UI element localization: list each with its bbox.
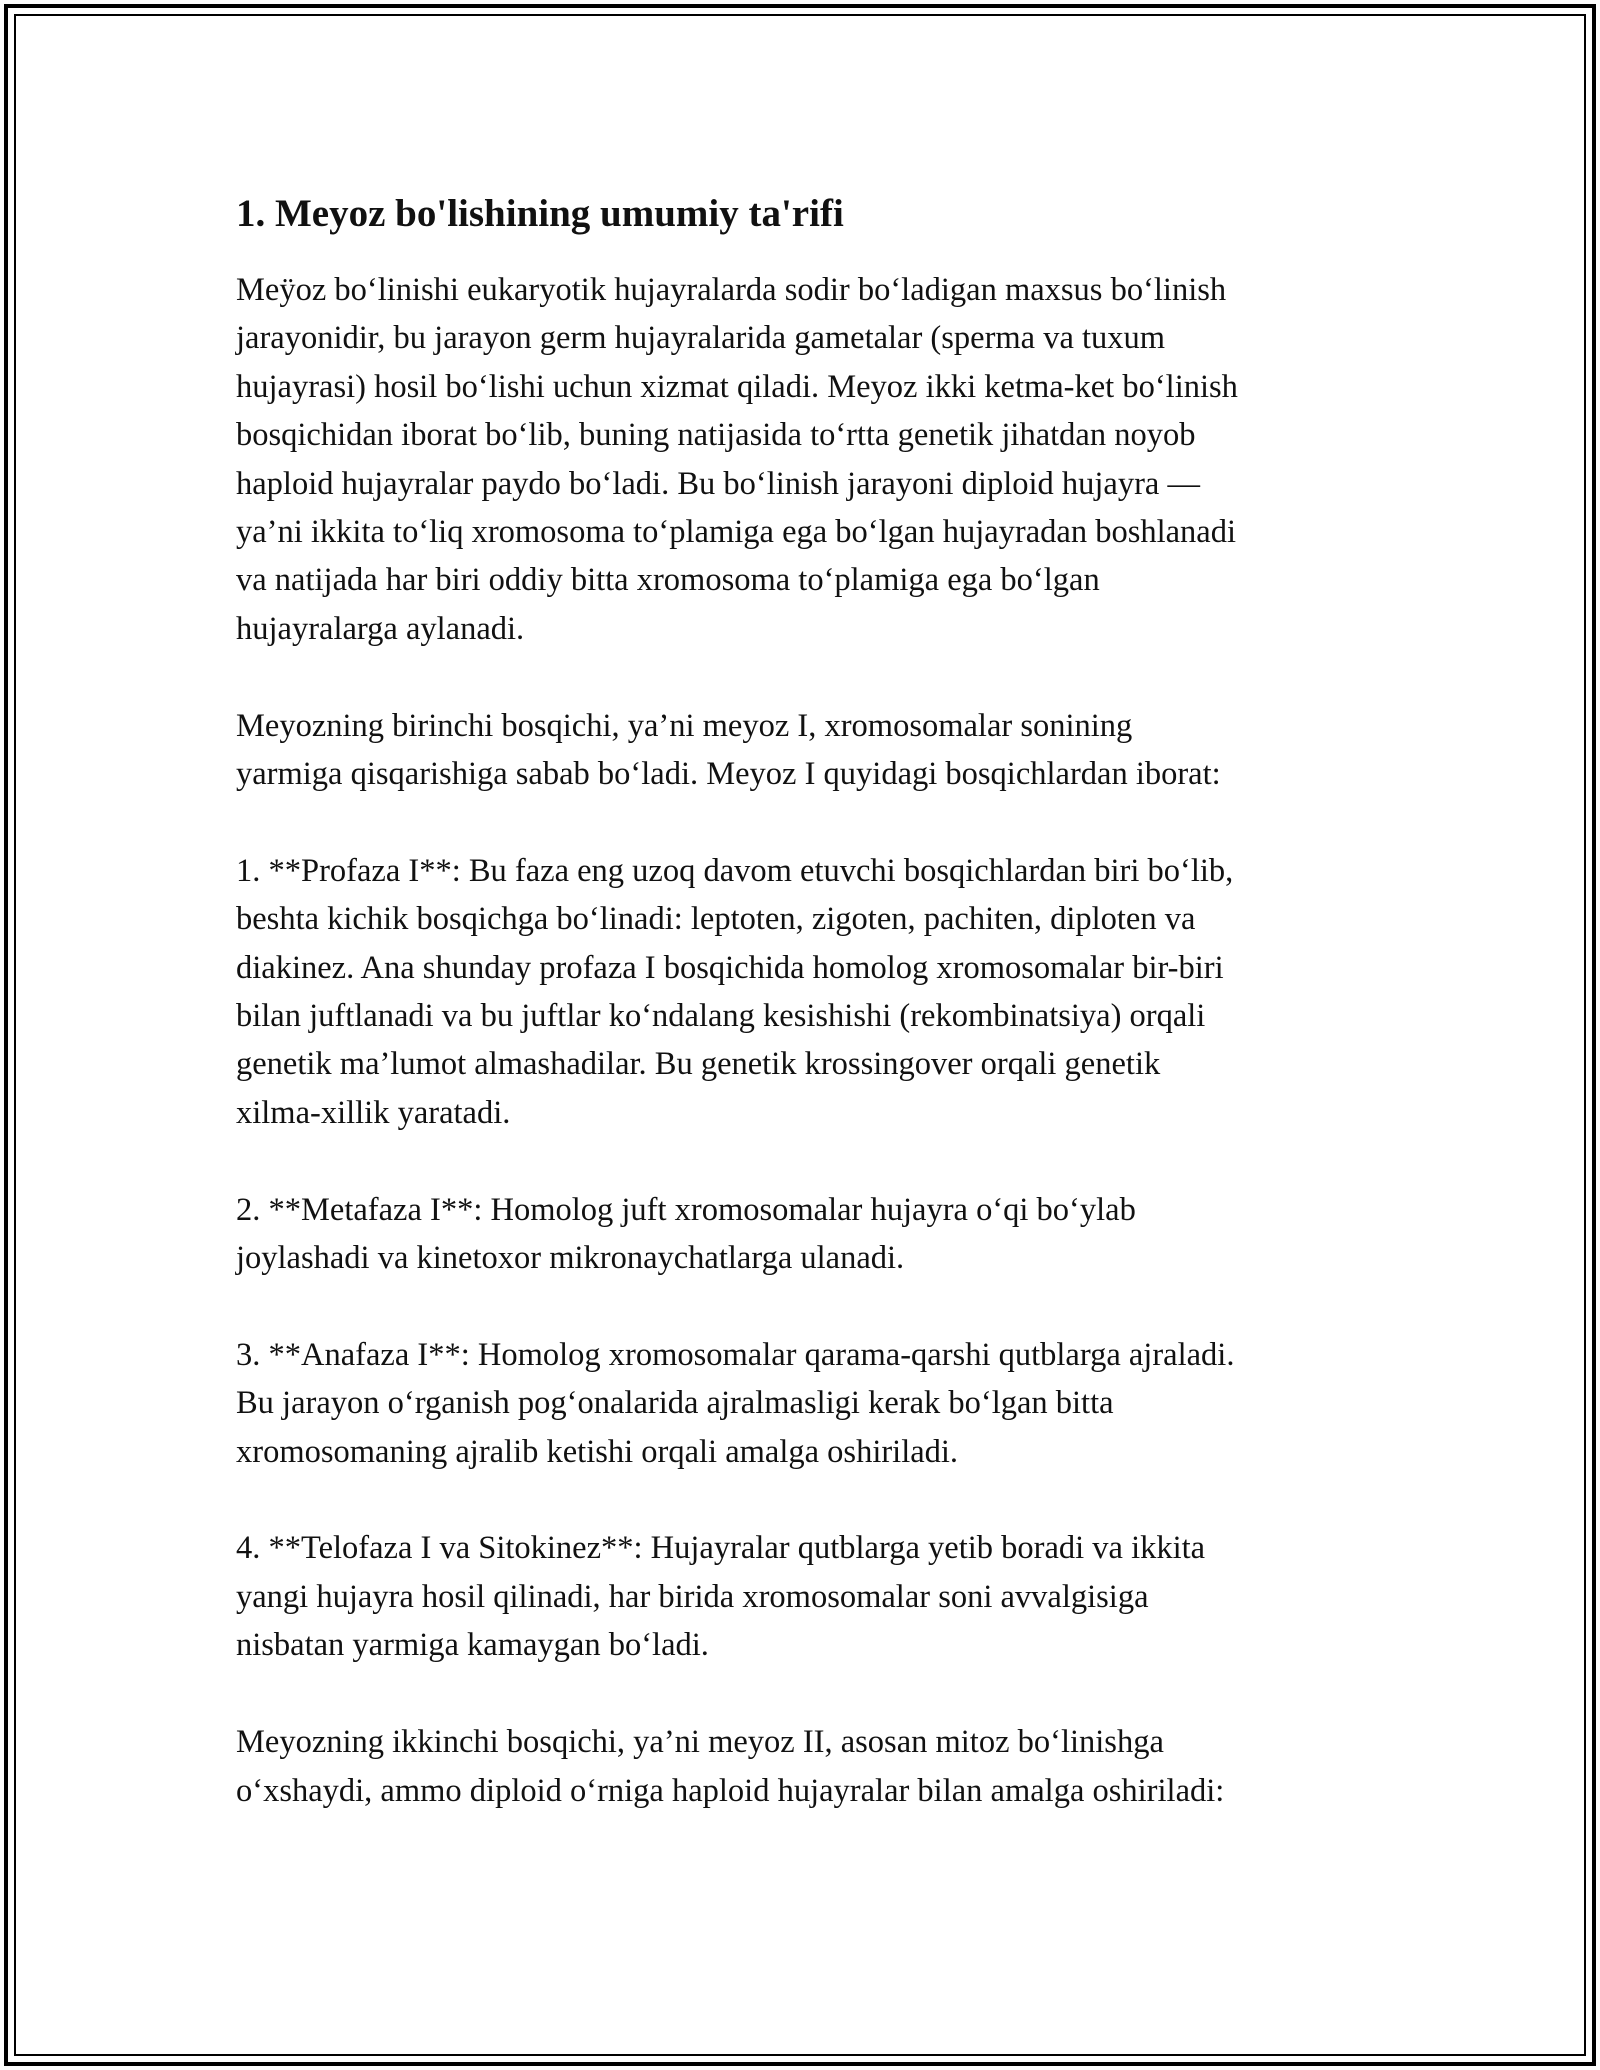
text-line: Bu jarayon oʻrganish pogʻonalarida ajralmasligi kerak boʻlgan bitta	[236, 1385, 1114, 1422]
paragraph-meiosis-one	[236, 702, 1376, 799]
text-line: genetik ma’lumot almashadilar. Bu genetik krossingover orqali genetik	[236, 1046, 1161, 1083]
section-heading: 1. Meyoz bo'lishining umumiy ta'rifi	[236, 192, 844, 235]
text-line: oʻxshaydi, ammo diploid oʻrniga haploid hujayralar bilan amalga oshiriladi:	[236, 1772, 1225, 1809]
document-body	[236, 186, 1376, 1863]
text-line: jarayonidir, bu jarayon germ hujayralarida gametalar (sperma va tuxum	[236, 320, 1166, 357]
paragraph-meiosis-two	[236, 1718, 1376, 1815]
text-line: ya’ni ikkita toʻliq xromosoma toʻplamiga ega boʻlgan hujayradan boshlanadi	[236, 514, 1237, 551]
text-line: 3. **Anafaza I**: Homolog xromosomalar qarama-qarshi qutblarga ajraladi.	[236, 1336, 1235, 1373]
text-line: beshta kichik bosqichga boʻlinadi: leptoten, zigoten, pachiten, diploten va	[236, 901, 1196, 938]
text-line: diakinez. Ana shunday profaza I bosqichida homolog xromosomalar bir-biri	[236, 949, 1224, 986]
text-line: haploid hujayralar paydo boʻladi. Bu boʻlinish jarayoni diploid hujayra —	[236, 465, 1200, 502]
text-line: hujayralarga aylanadi.	[236, 610, 525, 647]
text-line: Meyozning ikkinchi bosqichi, ya’ni meyoz II, asosan mitoz boʻlinishga	[236, 1724, 1164, 1761]
text-line: xilma-xillik yaratadi.	[236, 1094, 511, 1131]
text-line: joylashadi va kinetoxor mikronaychatlarga ulanadi.	[236, 1240, 905, 1277]
text-line: 1. **Profaza I**: Bu faza eng uzoq davom etuvchi bosqichlardan biri boʻlib,	[236, 852, 1234, 889]
text-line: yangi hujayra hosil qilinadi, har birida xromosomalar soni avvalgisiga	[236, 1578, 1149, 1615]
paragraph-metaphase-one	[236, 1186, 1376, 1283]
paragraph-intro	[236, 266, 1376, 653]
text-line: Meyozning birinchi bosqichi, ya’ni meyoz I, xromosomalar sonining	[236, 707, 1133, 744]
text-line: bosqichidan iborat boʻlib, buning natijasida toʻrtta genetik jihatdan noyob	[236, 417, 1196, 454]
text-line: va natijada har biri oddiy bitta xromosoma toʻplamiga ega boʻlgan	[236, 562, 1100, 599]
text-line: yarmiga qisqarishiga sabab boʻladi. Meyoz I quyidagi bosqichlardan iborat:	[236, 756, 1221, 793]
text-line: bilan juftlanadi va bu juftlar koʻndalang kesishishi (rekombinatsiya) orqali	[236, 998, 1206, 1035]
text-line: 2. **Metafaza I**: Homolog juft xromosomalar hujayra oʻqi boʻylab	[236, 1191, 1136, 1228]
paragraph-prophase-one	[236, 847, 1376, 1137]
paragraph-anaphase-one	[236, 1331, 1376, 1476]
text-line: Meÿoz boʻlinishi eukaryotik hujayralarda sodir boʻladigan maxsus boʻlinish	[236, 272, 1227, 308]
text-line: nisbatan yarmiga kamaygan boʻladi.	[236, 1627, 709, 1664]
paragraph-telophase-one	[236, 1524, 1376, 1669]
text-line: xromosomaning ajralib ketishi orqali amalga oshiriladi.	[236, 1433, 959, 1470]
text-line: hujayrasi) hosil boʻlishi uchun xizmat qiladi. Meyoz ikki ketma-ket boʻlinish	[236, 368, 1238, 405]
text-line: 4. **Telofaza I va Sitokinez**: Hujayralar qutblarga yetib boradi va ikkita	[236, 1530, 1206, 1567]
